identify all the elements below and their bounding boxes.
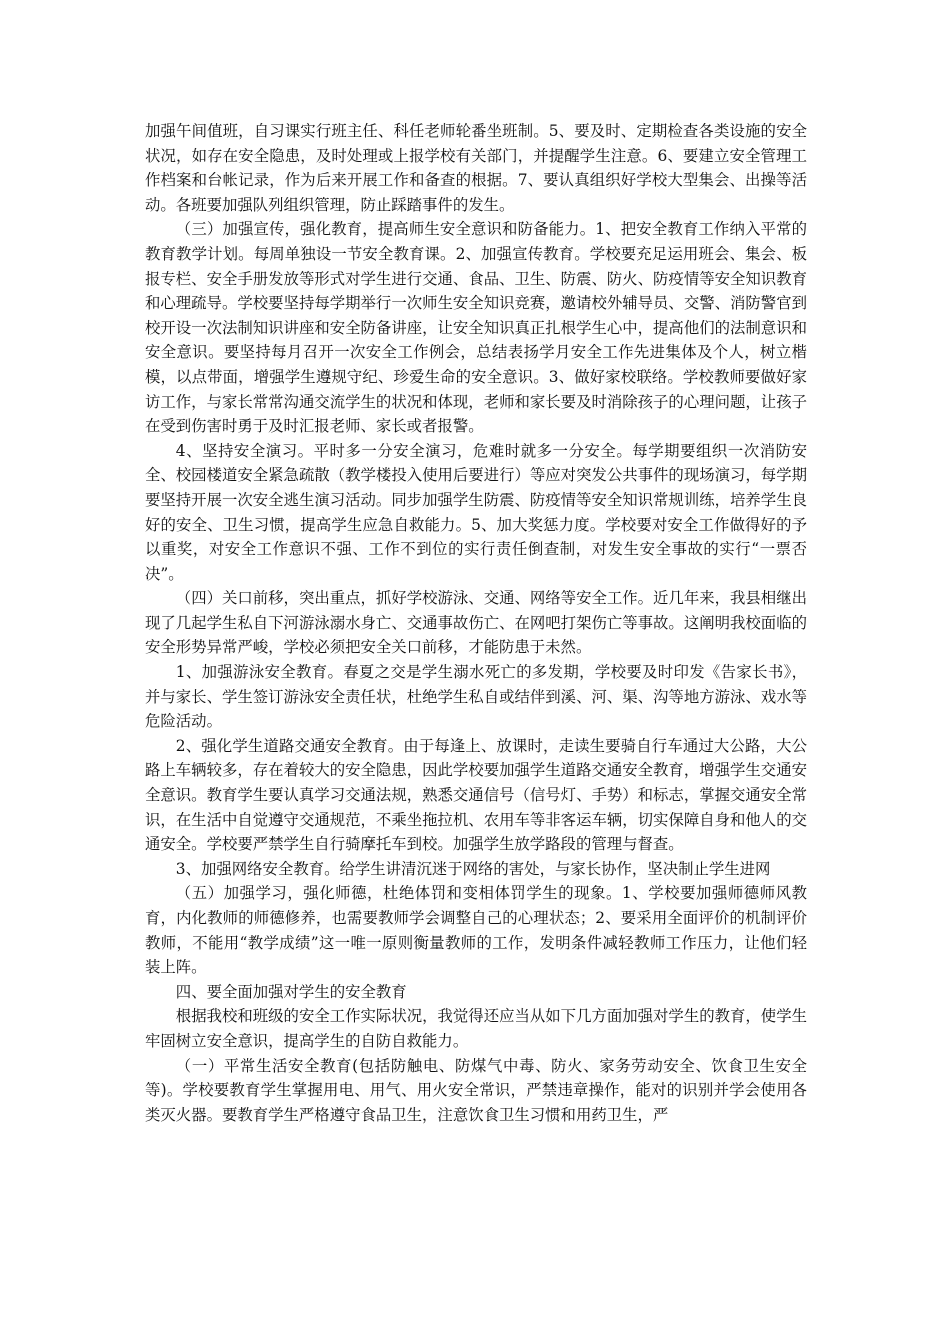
section-heading: 四、要全面加强对学生的安全教育 [175,982,407,1001]
paragraph: 4、坚持安全演习。平时多一分安全演习，危难时就多一分安全。每学期要组织一次消防安全、校园楼道安全紧急疏散（教学楼投入使用后要进行）等应对突发公共事件的现场演习，每学期要坚持开展一次安全逃生演习活动。同步加强学生防震、防疫情等安全知识常规训练，培养学生良好的安全、卫生习惯，提高学生应急自救能力。5、加大奖惩力度。学校要对安全工作做得好的予以重奖，对安全工作意识不强、工作不到位的实行责任倒查制，对发生安全事故的实行“一票否决”。 [145,441,807,583]
paragraph: 加强午间值班，自习课实行班主任、科任老师轮番坐班制。5、要及时、定期检查各类设施的安全状况，如存在安全隐患，及时处理或上报学校有关部门，并提醒学生注意。6、要建立安全管理工作档案和台帐记录，作为后来开展工作和备查的根据。7、要认真组织好学校大型集会、出操等活动。各班要加强队列组织管理，防止踩踏事件的发生。 [145,122,807,214]
paragraph: （五）加强学习，强化师德，杜绝体罚和变相体罚学生的现象。1、学校要加强师德师风教育，内化教师的师德修养，也需要教师学会调整自己的心理状态；2、要采用全面评价的机制评价教师，不能用“教学成绩”这一唯一原则衡量教师的工作，发明条件减轻教师工作压力，让他们轻装上阵。 [145,884,807,977]
paragraph: 1、加强游泳安全教育。春夏之交是学生溺水死亡的多发期，学校要及时印发《告家长书》，并与家长、学生签订游泳安全责任状，杜绝学生私自或结伴到溪、河、渠、沟等地方游泳、戏水等危险活动。 [145,663,807,731]
paragraph: （三）加强宣传，强化教育，提高师生安全意识和防备能力。1、把安全教育工作纳入平常的教育教学计划。每周单独设一节安全教育课。2、加强宣传教育。学校要充足运用班会、集会、板报专栏、安全手册发放等形式对学生进行交通、食品、卫生、防震、防火、防疫情等安全知识教育和心理疏导。学校要坚持每学期举行一次师生安全知识竞赛，邀请校外辅导员、交警、消防警官到校开设一次法制知识讲座和安全防备讲座，让安全知识真正扎根学生心中，提高他们的法制意识和安全意识。要坚持每月召开一次安全工作例会，总结表扬学月安全工作先进集体及个人，树立楷模，以点带面，增强学生遵规守纪、珍爱生命的安全意识。3、做好家校联络。学校教师要做好家访工作，与家长常常沟通交流学生的状况和体现，老师和家长要及时消除孩子的心理问题，让孩子在受到伤害时勇于及时汇报老师、家长或者报警。 [145,220,807,436]
paragraph: 2、强化学生道路交通安全教育。由于每逢上、放课时，走读生要骑自行车通过大公路，大公路上车辆较多，存在着较大的安全隐患，因此学校要加强学生道路交通安全教育，增强学生交通安全意识。教育学生要认真学习交通法规，熟悉交通信号（信号灯、手势）和标志，掌握交通安全常识，在生活中自觉遵守交通规范，不乘坐拖拉机、农用车等非客运车辆，切实保障自身和他人的交通安全。学校要严禁学生自行骑摩托车到校。加强学生放学路段的管理与督查。 [145,736,807,854]
paragraph: 根据我校和班级的安全工作实际状况，我觉得还应当从如下几方面加强对学生的教育，使学生牢固树立安全意识，提高学生的自防自救能力。 [145,1007,807,1050]
paragraph: （一）平常生活安全教育(包括防触电、防煤气中毒、防火、家务劳动安全、饮食卫生安全等)。学校要教育学生掌握用电、用气、用火安全常识，严禁违章操作，能对的识别并学会使用各类灭火器。要教育学生严格遵守食品卫生，注意饮食卫生习惯和用药卫生，严 [145,1056,807,1124]
document-body [145,119,807,1127]
paragraph: （四）关口前移，突出重点，抓好学校游泳、交通、网络等安全工作。近几年来，我县相继出现了几起学生私自下河游泳溺水身亡、交通事故伤亡、在网吧打架伤亡等事故。这阐明我校面临的安全形势异常严峻，学校必须把安全关口前移，才能防患于未然。 [145,589,807,657]
paragraph: 3、加强网络安全教育。给学生讲清沉迷于网络的害处，与家长协作，坚决制止学生进网 [175,859,771,878]
